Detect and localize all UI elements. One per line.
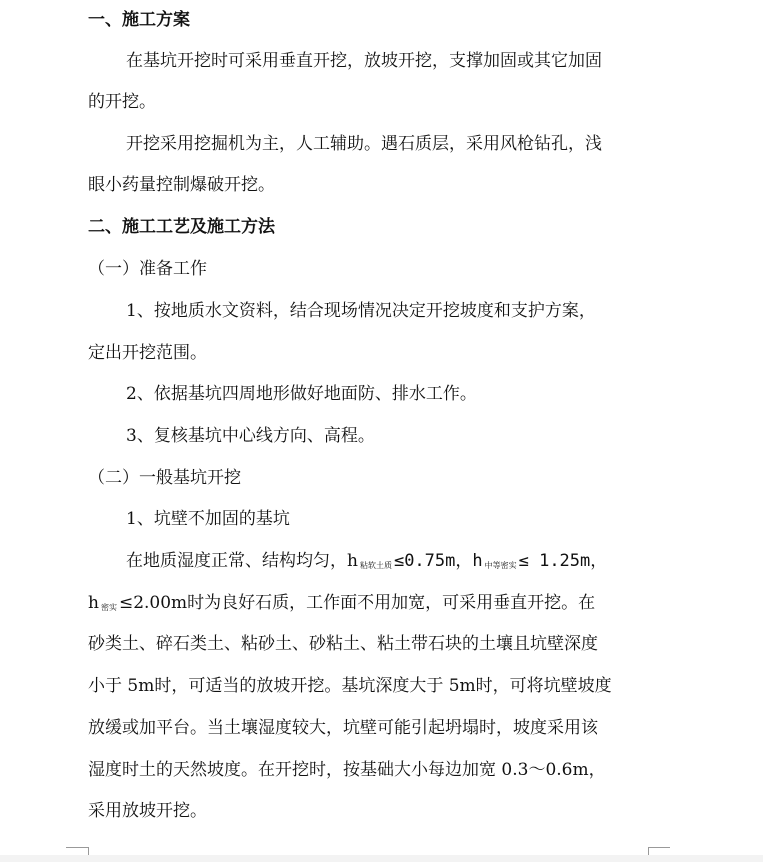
text-run: 在地质湿度正常、结构均匀，h xyxy=(126,551,358,571)
paragraph-line: 在基坑开挖时可采用垂直开挖，放坡开挖，支撑加固或其它加固 xyxy=(126,51,602,71)
list-item-continuation: 定出开挖范围。 xyxy=(88,343,207,363)
section-heading-2: 二、施工工艺及施工方法 xyxy=(88,217,275,237)
subscript: 密实 xyxy=(100,603,117,612)
list-item: 2、依据基坑四周地形做好地面防、排水工作。 xyxy=(126,384,477,404)
paragraph-line: 放缓或加平台。当土壤湿度较大，坑壁可能引起坍塌时，坡度采用该 xyxy=(88,718,598,738)
paragraph-line xyxy=(126,550,607,577)
paragraph-line: 开挖采用挖掘机为主，人工辅助。遇石质层，采用风枪钻孔，浅 xyxy=(126,134,602,154)
corner-mark-left xyxy=(66,847,88,848)
text-run: ≤0.75m，h xyxy=(393,551,483,571)
sub-item-heading: 1、坑壁不加固的基坑 xyxy=(126,509,290,529)
list-item: 3、复核基坑中心线方向、高程。 xyxy=(126,426,375,446)
text-run: ≤2.00m时为良好石质，工作面不用加宽，可采用垂直开挖。在 xyxy=(118,593,596,613)
paragraph-line: 砂类土、碎石类土、粘砂土、砂粘土、粘土带石块的土壤且坑壁深度 xyxy=(88,634,598,654)
subscript: 中等密实 xyxy=(484,561,517,570)
subscript: 粘软土质 xyxy=(359,561,392,570)
text-run: h xyxy=(88,593,99,613)
paragraph-line: 小于 5m时，可适当的放坡开挖。基坑深度大于 5m时，可将坑壁坡度 xyxy=(88,676,612,696)
paragraph-line xyxy=(88,592,595,619)
list-item: 1、按地质水文资料，结合现场情况决定开挖坡度和支护方案， xyxy=(126,301,596,321)
subsection-heading: （二）一般基坑开挖 xyxy=(88,468,241,488)
page-gap xyxy=(0,855,763,862)
paragraph-line: 采用放坡开挖。 xyxy=(88,801,207,821)
subsection-heading: （一）准备工作 xyxy=(88,259,207,279)
paragraph-line: 湿度时土的天然坡度。在开挖时，按基础大小每边加宽 0.3～0.6m， xyxy=(88,760,606,780)
section-heading-1: 一、施工方案 xyxy=(88,10,190,30)
text-run: ≤ 1.25m， xyxy=(518,551,608,571)
paragraph-line: 的开挖。 xyxy=(88,92,156,112)
corner-mark-right xyxy=(648,847,670,848)
paragraph-line: 眼小药量控制爆破开挖。 xyxy=(88,175,275,195)
